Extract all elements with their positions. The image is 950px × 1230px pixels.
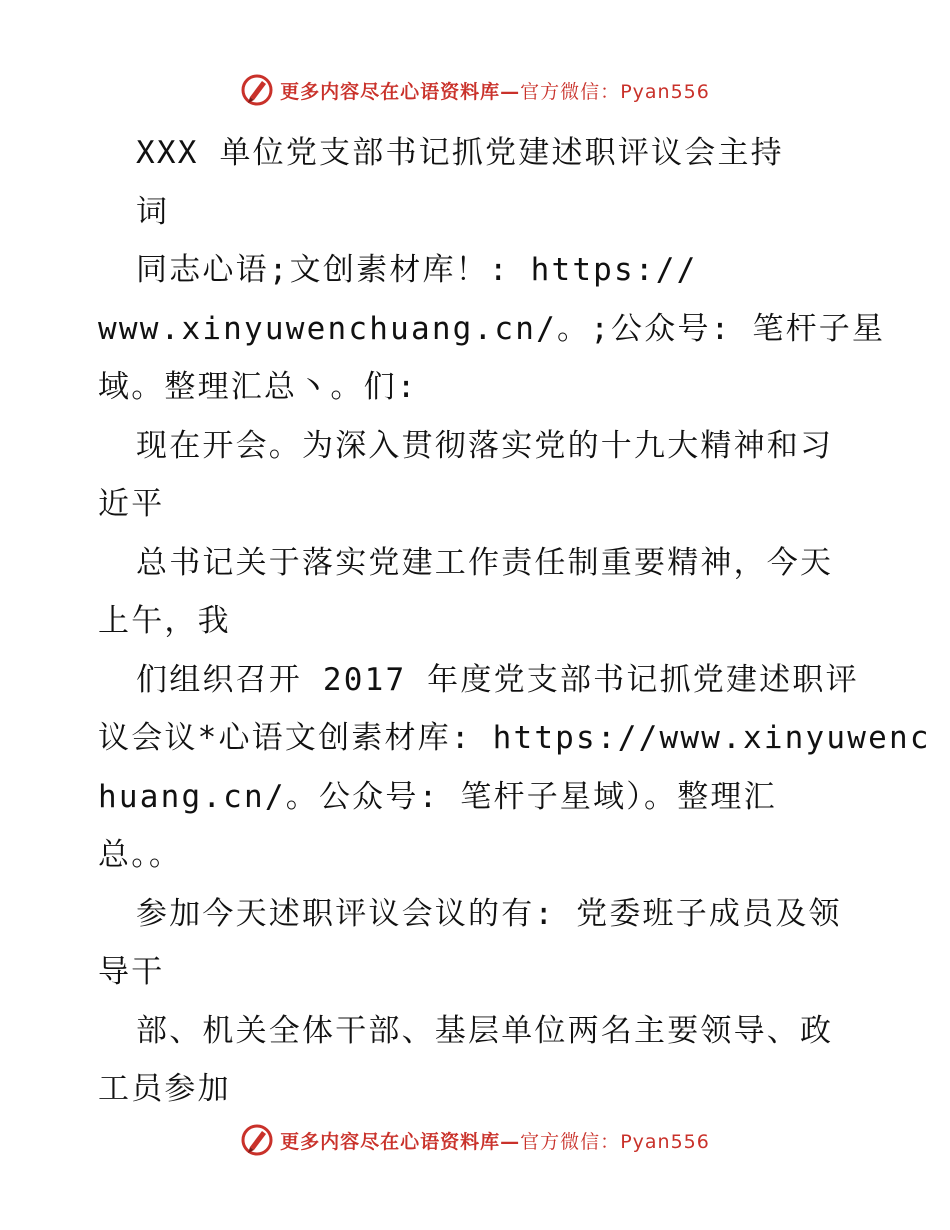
pen-circle-logo-icon	[240, 73, 274, 107]
text-line: 总。。	[98, 837, 183, 873]
text-line: 议会议*心语文创素材库: https://www.xinyuwenc	[98, 720, 931, 756]
header-banner	[0, 70, 950, 110]
text-line: www.xinyuwenchuang.cn/。;公众号: 笔杆子星	[98, 310, 886, 347]
banner-main-text: 更多内容尽在心语资料库	[280, 80, 501, 103]
banner-dash: —	[500, 80, 521, 103]
banner-text	[280, 1127, 710, 1154]
text-line: 同志心语;文创素材库！: https://	[136, 252, 698, 288]
text-line: 近平	[98, 486, 165, 522]
banner-wechat-id: Pyan556	[620, 1130, 710, 1153]
text-line: 现在开会。为深入贯彻落实党的十九大精神和习	[136, 427, 834, 464]
banner-dash: —	[500, 1130, 521, 1153]
text-line: 导干	[98, 954, 165, 990]
banner-wechat-label: 官方微信：	[520, 1130, 621, 1153]
text-line: 域。整理汇总丶。们:	[98, 369, 418, 405]
banner-wechat-id: Pyan556	[620, 80, 710, 103]
text-line: 部、机关全体干部、基层单位两名主要领导、政	[136, 1012, 834, 1049]
banner-text	[280, 77, 710, 104]
banner-main-text: 更多内容尽在心语资料库	[280, 1130, 501, 1153]
text-line: 工员参加	[98, 1071, 231, 1107]
text-line: huang.cn/。公众号: 笔杆子星域）。整理汇	[98, 778, 777, 815]
text-line: 们组织召开 2017 年度党支部书记抓党建述职评	[136, 661, 859, 698]
text-line: 总书记关于落实党建工作责任制重要精神，今天	[136, 544, 834, 581]
banner-wechat-label: 官方微信：	[520, 80, 621, 103]
text-line: 上午，我	[98, 603, 231, 639]
text-line: XXX 单位党支部书记抓党建述职评议会主持	[136, 135, 784, 171]
document-body	[98, 124, 931, 1119]
text-line: 词	[136, 193, 170, 230]
text-line: 参加今天述职评议会议的有: 党委班子成员及领	[136, 895, 842, 932]
footer-banner	[0, 1120, 950, 1160]
pen-circle-logo-icon	[240, 1123, 274, 1157]
